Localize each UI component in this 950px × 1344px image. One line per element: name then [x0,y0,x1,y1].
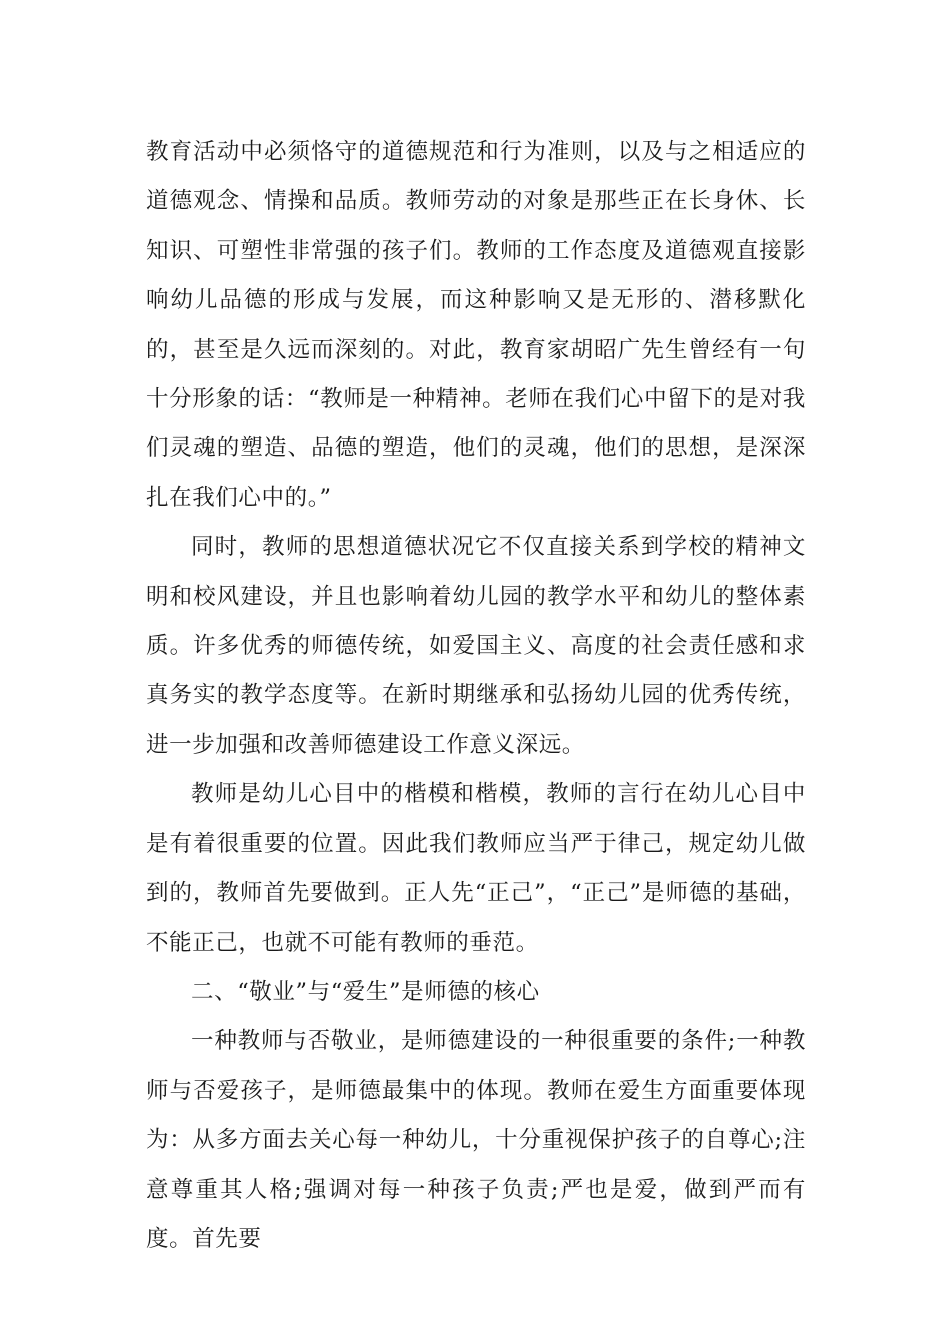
paragraph-1: 教育活动中必须恪守的道德规范和行为准则，以及与之相适应的道德观念、情操和品质。教师劳动的对象是那些正在长身休、长知识、可塑性非常强的孩子们。教师的工作态度及道德观直接影响幼儿品德的形成与发展，而这种影响又是无形的、潜移默化的，甚至是久远而深刻的。对此，教育家胡昭广先生曾经有一句十分形象的话：“教师是一种精神。老师在我们心中留下的是对我们灵魂的塑造、品德的塑造，他们的灵魂，他们的思想，是深深扎在我们心中的。” [146,139,806,511]
section-heading: 二、“敬业”与“爱生”是师德的核心 [191,978,540,1005]
paragraph-3: 教师是幼儿心目中的楷模和楷模，教师的言行在幼儿心目中是有着很重要的位置。因此我们教师应当严于律己，规定幼儿做到的，教师首先要做到。正人先“正己”，“正己”是师德的基础，不能正己，也就不可能有教师的垂范。 [146,781,806,956]
paragraph-2: 同时，教师的思想道德状况它不仅直接关系到学校的精神文明和校风建设，并且也影响着幼儿园的教学水平和幼儿的整体素质。许多优秀的师德传统，如爱国主义、高度的社会责任感和求真务实的教学态度等。在新时期继承和弘扬幼儿园的优秀传统，进一步加强和改善师德建设工作意义深远。 [146,534,806,758]
paragraph-4: 一种教师与否敬业，是师德建设的一种很重要的条件;一种教师与否爱孩子，是师德最集中的体现。教师在爱生方面重要体现为：从多方面去关心每一种幼儿，十分重视保护孩子的自尊心;注意尊重其人格;强调对每一种孩子负责;严也是爱，做到严而有度。首先要 [146,1028,806,1252]
document-body [146,128,806,1264]
